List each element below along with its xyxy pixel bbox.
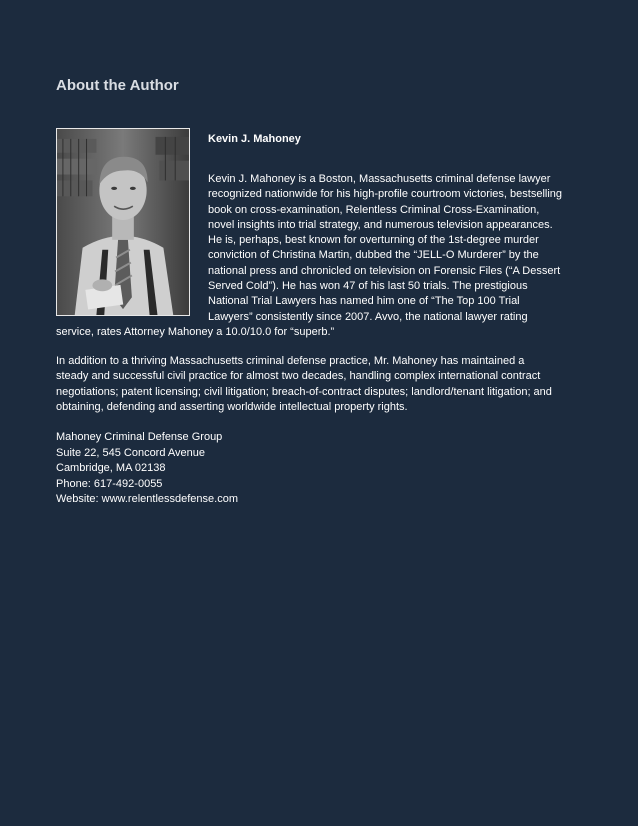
practice-line: In addition to a thriving Massachusetts criminal defense practice, Mr. Mahoney has maintained a: [56, 355, 525, 367]
website-link[interactable]: Website: www.relentlessdefense.com: [56, 493, 238, 506]
bio-line: service, rates Attorney Mahoney a 10.0/10.0 for “superb.”: [56, 325, 335, 338]
bio-line: Kevin J. Mahoney is a Boston, Massachusetts criminal defense lawyer: [208, 173, 551, 185]
bio-line: Lawyers” consistently since 2007. Avvo, the national lawyer rating: [208, 310, 528, 323]
address-line-2: Cambridge, MA 02138: [56, 462, 166, 475]
bio-line: He is, perhaps, best known for overturning of the 1st-degree murder: [208, 234, 539, 247]
practice-line: steady and successful civil practice for almost two decades, handling complex international contract: [56, 370, 541, 383]
bio-line: Served Cold”). He has won 47 of his last 50 trials. The prestigious: [208, 280, 528, 293]
bio-line: novel insights into trial strategy, and numerous television appearances.: [208, 218, 553, 231]
bio-line: national press and chronicled on television on Forensic Files (“A Dessert: [208, 264, 561, 277]
bio-line: National Trial Lawyers has named him one of “The Top 100 Trial: [208, 295, 520, 308]
section-heading: About the Author: [56, 77, 179, 94]
bio-line: conviction of Christina Martin, dubbed the “JELL-O Murderer” by the: [208, 249, 539, 262]
contact-block: [56, 430, 596, 508]
phone-number: Phone: 617-492-0055: [56, 477, 163, 490]
practice-paragraph: [56, 354, 596, 415]
bio-line: recognized nationwide for his high-profile courtroom victories, bestselling: [208, 188, 563, 201]
practice-line: negotiations; patent licensing; civil litigation; breach-of-contract disputes; landlord/tenant litigation; and: [56, 385, 552, 398]
address-line-1: Suite 22, 545 Concord Avenue: [56, 446, 206, 459]
bio-line: book on cross-examination, Relentless Criminal Cross-Examination,: [208, 203, 540, 216]
practice-line: obtaining, defending and asserting worldwide intellectual property rights.: [56, 400, 408, 413]
author-bio: [56, 172, 586, 340]
author-name: Kevin J. Mahoney: [208, 133, 301, 145]
firm-name: Mahoney Criminal Defense Group: [56, 431, 223, 443]
